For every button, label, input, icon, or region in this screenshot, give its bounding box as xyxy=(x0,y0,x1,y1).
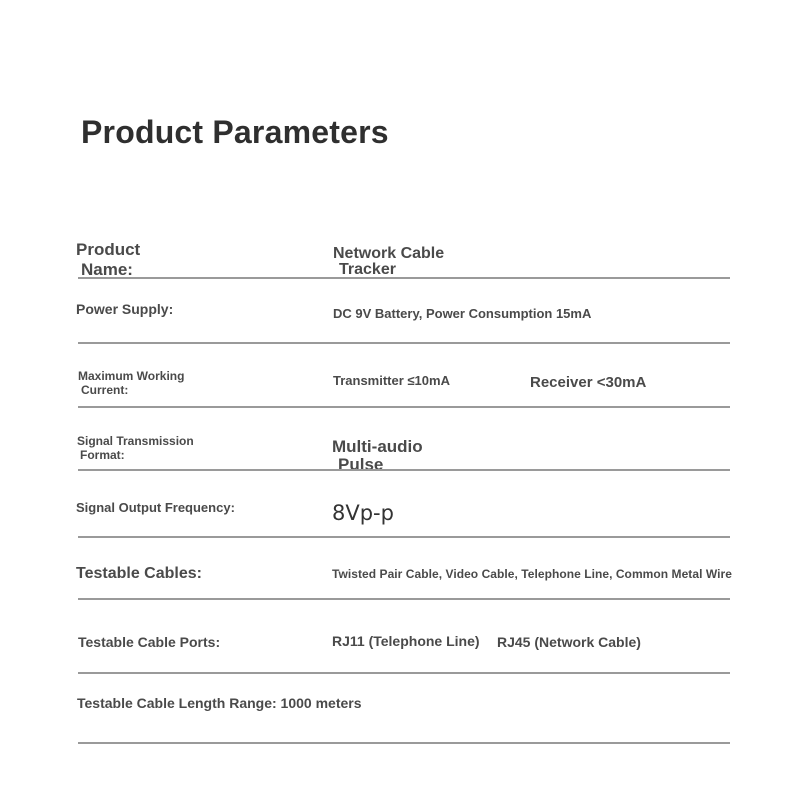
row-power-supply-label: Power Supply: xyxy=(76,301,174,317)
divider-4 xyxy=(78,469,730,471)
row-max-current-value-receiver: Receiver <30mA xyxy=(530,374,647,391)
row-signal-format-label-line-1: Signal Transmission xyxy=(77,434,194,448)
row-product-name-value-line-1: Network Cable xyxy=(333,245,445,262)
row-max-current-value-transmitter: Transmitter ≤10mA xyxy=(333,373,450,388)
divider-7 xyxy=(78,672,730,674)
row-cable-ports-value-rj45: RJ45 (Network Cable) xyxy=(497,634,641,650)
divider-8 xyxy=(78,742,730,744)
divider-5 xyxy=(78,536,730,538)
divider-6 xyxy=(78,598,730,600)
row-testable-cables-value: Twisted Pair Cable, Video Cable, Telephone Line, Common Metal Wire xyxy=(332,567,732,581)
row-product-name-value-line-2: Tracker xyxy=(339,261,396,279)
row-product-name-value xyxy=(333,245,444,280)
row-output-frequency-value: 8Vp-p xyxy=(332,501,394,525)
row-cable-ports-value-rj11: RJ11 (Telephone Line) xyxy=(332,633,480,649)
row-signal-format-value-line-1: Multi-audio xyxy=(332,437,423,456)
row-max-current-label-line-1: Maximum Working xyxy=(78,369,185,383)
row-product-name-label-line-2: Name: xyxy=(81,259,133,279)
divider-1 xyxy=(78,277,730,279)
row-signal-format-label xyxy=(77,435,194,463)
divider-2 xyxy=(78,342,730,344)
row-product-name-label-line-1: Product xyxy=(76,240,141,259)
row-signal-format-label-line-2: Format: xyxy=(80,447,125,462)
page-title: Product Parameters xyxy=(81,114,389,150)
row-cable-length-label: Testable Cable Length Range: 1000 meters xyxy=(77,695,362,711)
row-product-name-label xyxy=(76,240,140,279)
row-signal-format-value-line-2: Pulse xyxy=(338,454,384,474)
row-power-supply-value: DC 9V Battery, Power Consumption 15mA xyxy=(333,306,592,321)
row-max-current-label xyxy=(78,370,184,398)
row-cable-ports-label: Testable Cable Ports: xyxy=(78,634,221,650)
divider-3 xyxy=(78,406,730,408)
row-testable-cables-label: Testable Cables: xyxy=(76,565,202,582)
row-max-current-label-line-2: Current: xyxy=(81,382,129,397)
row-output-frequency-label: Signal Output Frequency: xyxy=(76,500,235,515)
